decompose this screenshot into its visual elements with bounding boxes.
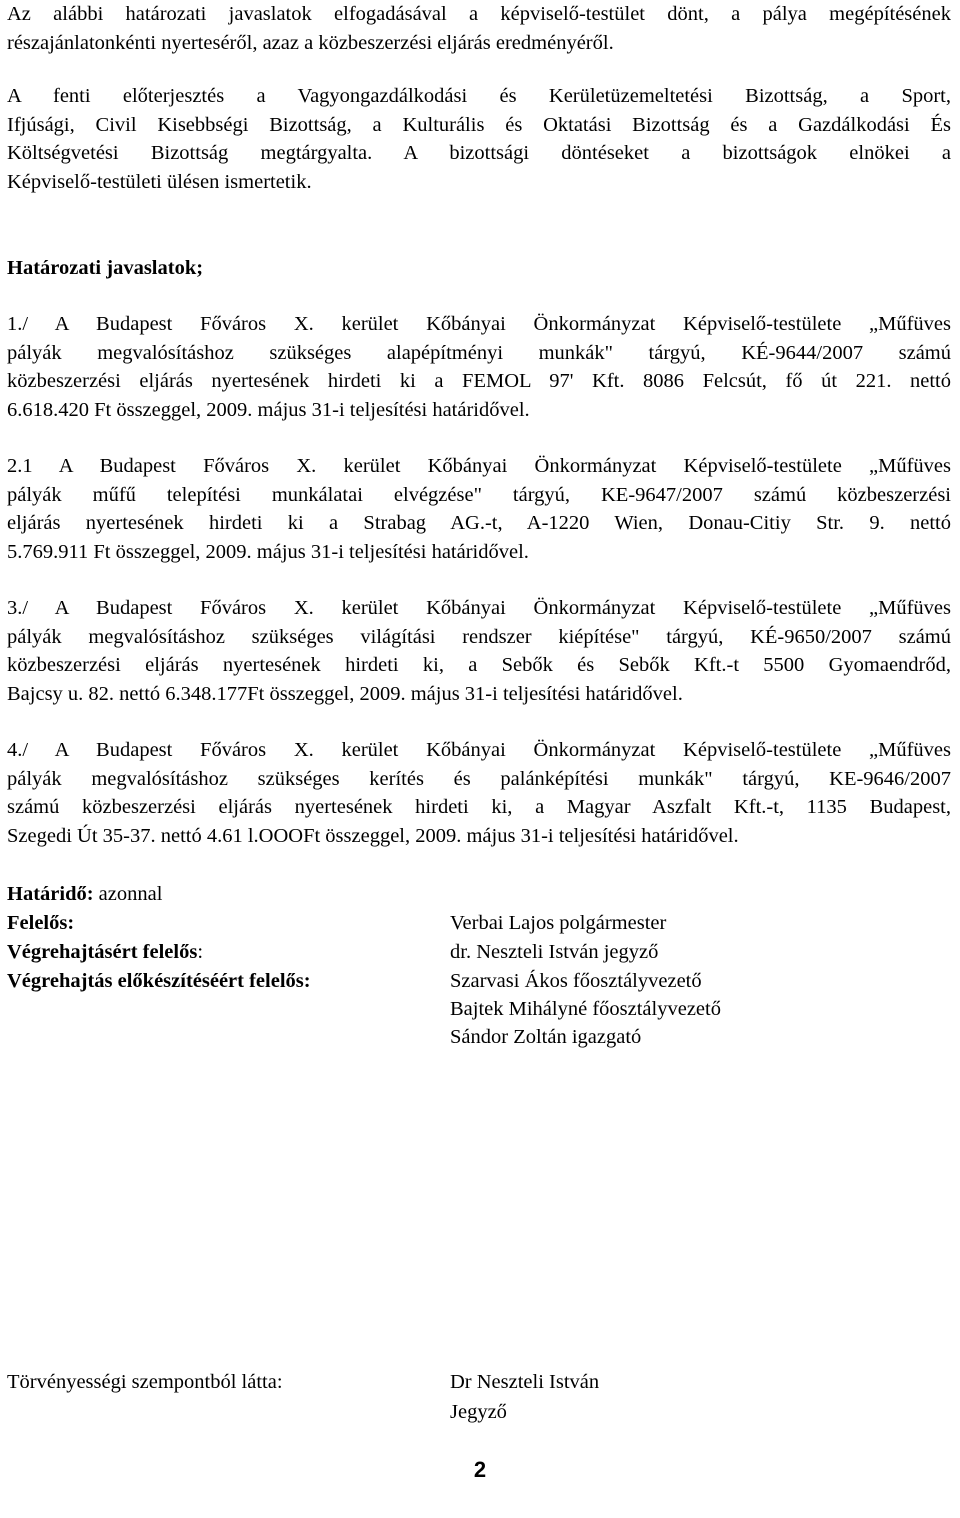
- text-line: részajánlatonkénti nyerteséről, azaz a közbeszerzési eljárás eredményéről.: [7, 31, 614, 54]
- resolution-4: [7, 736, 951, 850]
- text-line: Szegedi Út 35-37. nettó 4.61 l.OOOFt összeggel, 2009. május 31-i teljesítési határidővel.: [7, 824, 739, 847]
- preparation-value-2: Bajtek Mihályné főosztályvezető: [450, 998, 721, 1020]
- text-line: 4./ A Budapest Főváros X. kerület Kőbányai Önkormányzat Képviselő-testülete „Műfüves: [7, 739, 951, 761]
- deadline-label: [7, 880, 162, 909]
- responsible-label: Felelős:: [7, 912, 75, 934]
- execution-label-colon: :: [197, 941, 204, 963]
- execution-value: dr. Neszteli István jegyző: [450, 941, 659, 963]
- text-line: közbeszerzési eljárás nyertesének hirdeti ki a FEMOL 97' Kft. 8086 Felcsút, fő út 221. nettó: [7, 370, 951, 392]
- preparation-value-1: Szarvasi Ákos főosztályvezető: [450, 970, 702, 992]
- text-line: 6.618.420 Ft összeggel, 2009. május 31-i teljesítési határidővel.: [7, 398, 530, 421]
- intro-paragraph: [7, 0, 951, 57]
- text-line: Bajcsy u. 82. nettó 6.348.177Ft összeggel, 2009. május 31-i teljesítési határidővel.: [7, 682, 683, 705]
- text-line: Képviselő-testületi ülésen ismertetik.: [7, 170, 312, 193]
- page-number: 2: [473, 1457, 487, 1482]
- deadline-value: azonnal: [98, 883, 163, 905]
- preparation-value-3: Sándor Zoltán igazgató: [450, 1026, 642, 1048]
- text-line: 5.769.911 Ft összeggel, 2009. május 31-i teljesítési határidővel.: [7, 540, 529, 563]
- preparation-label: Végrehajtás előkészítéséért felelős:: [7, 970, 311, 992]
- text-line: 2.1 A Budapest Főváros X. kerület Kőbányai Önkormányzat Képviselő-testülete „Műfüves: [7, 455, 951, 477]
- resolution-1: [7, 310, 951, 424]
- text-line: Az alábbi határozati javaslatok elfogadásával a képviselő-testület dönt, a pálya megépítésének: [7, 3, 951, 25]
- execution-label: [7, 938, 203, 967]
- legality-label: Törvényességi szempontból látta:: [7, 1371, 283, 1393]
- legality-signatory-title: Jegyző: [450, 1401, 507, 1423]
- text-line: 3./ A Budapest Főváros X. kerület Kőbányai Önkormányzat Képviselő-testülete „Műfüves: [7, 597, 951, 619]
- legality-signatory-name: Dr Neszteli István: [450, 1371, 600, 1393]
- deadline-label-text: Határidő:: [7, 883, 94, 905]
- resolutions-heading: Határozati javaslatok;: [7, 257, 204, 279]
- text-line: pályák megvalósításhoz szükséges kerítés és palánképítési munkák" tárgyú, KE-9646/2007: [7, 767, 951, 790]
- text-line: pályák megvalósításhoz szükséges alapépítményi munkák" tárgyú, KÉ-9644/2007 számú: [7, 341, 951, 364]
- text-line: Ifjúsági, Civil Kisebbségi Bizottság, a Kulturális és Oktatási Bizottság és a Gazdálkodási És: [7, 113, 951, 136]
- resolution-3: [7, 594, 951, 708]
- text-line: 1./ A Budapest Főváros X. kerület Kőbányai Önkormányzat Képviselő-testülete „Műfüves: [7, 313, 951, 335]
- text-line: pályák műfű telepítési munkálatai elvégzése" tárgyú, KE-9647/2007 számú közbeszerzési: [7, 483, 951, 506]
- text-line: közbeszerzési eljárás nyertesének hirdeti ki, a Sebők és Sebők Kft.-t 5500 Gyomaendrőd,: [7, 654, 951, 676]
- execution-label-text: Végrehajtásért felelős: [7, 941, 198, 963]
- text-line: Költségvetési Bizottság megtárgyalta. A bizottsági döntéseket a bizottságok elnökei a: [7, 142, 951, 164]
- text-line: eljárás nyertesének hirdeti ki a Strabag AG.-t, A-1220 Wien, Donau-Citiy Str. 9. nettó: [7, 512, 951, 534]
- text-line: számú közbeszerzési eljárás nyertesének hirdeti ki, a Magyar Aszfalt Kft.-t, 1135 Budapest,: [7, 796, 951, 818]
- resolution-2: [7, 452, 951, 566]
- text-line: pályák megvalósításhoz szükséges világítási rendszer kiépítése" tárgyú, KÉ-9650/2007 számú: [7, 625, 951, 648]
- responsible-value: Verbai Lajos polgármester: [450, 912, 667, 934]
- committee-paragraph: [7, 82, 951, 196]
- text-line: A fenti előterjesztés a Vagyongazdálkodási és Kerületüzemeltetési Bizottság, a Sport,: [7, 85, 951, 107]
